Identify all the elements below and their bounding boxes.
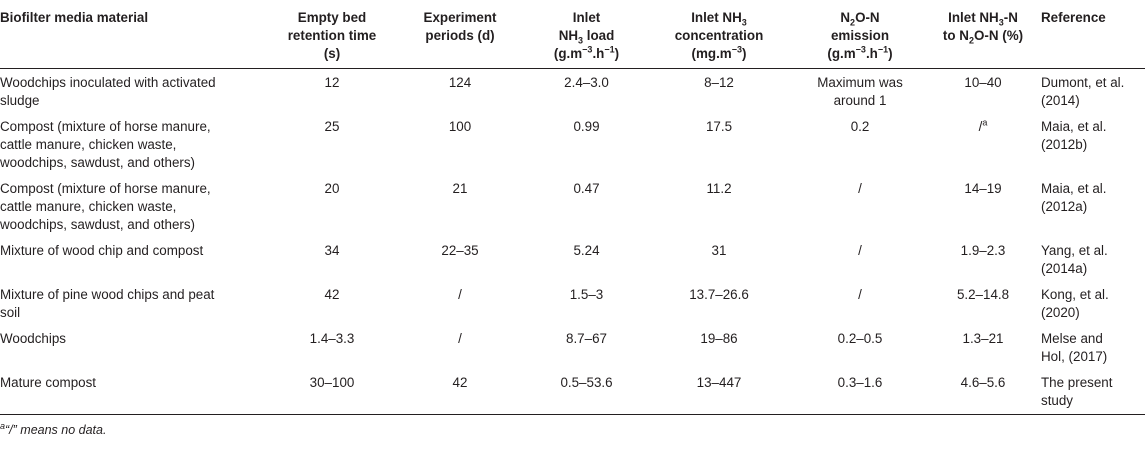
cell-concentration: 13.7–26.6 bbox=[689, 287, 749, 302]
cell-line: woodchips, sawdust, and others) bbox=[0, 217, 196, 232]
cell-line: (2020) bbox=[1041, 305, 1080, 320]
header-n2o-unit: $(g.m^{-3}.h^{-1})$ bbox=[827, 44, 893, 61]
cell-ratio-value: 10–40 bbox=[964, 75, 1002, 90]
cell-ratio-value: 5.2–14.8 bbox=[956, 287, 1010, 302]
table-row bbox=[0, 281, 1145, 325]
cell-reference bbox=[1035, 175, 1145, 237]
header-row bbox=[0, 0, 1145, 69]
table-row bbox=[0, 237, 1145, 281]
cell-line: Mixture of pine wood chips and peat bbox=[0, 287, 215, 302]
cell-concentration: 11.2 bbox=[706, 181, 732, 196]
cell-ebrt: 1.4–3.3 bbox=[309, 331, 355, 346]
cell-line: Woodchips inoculated with activated bbox=[0, 75, 216, 90]
cell-load: 2.4–3.0 bbox=[564, 75, 609, 90]
cell-ebrt: 34 bbox=[324, 243, 340, 258]
cell-ratio-value: / bbox=[978, 119, 983, 134]
cell-ratio-value: 4.6–5.6 bbox=[960, 375, 1006, 390]
cell-ratio-sup: a bbox=[982, 117, 988, 128]
table-footnote bbox=[0, 420, 1145, 437]
cell-ebrt: 12 bbox=[324, 75, 340, 90]
cell-ebrt: 30–100 bbox=[268, 369, 396, 415]
cell-line: cattle manure, chicken waste, bbox=[0, 137, 177, 152]
table-row bbox=[0, 113, 1145, 175]
cell-line: Maia, et al. bbox=[1041, 119, 1107, 134]
footnote-text: “/” means no data. bbox=[5, 423, 107, 437]
cell-line: cattle manure, chicken waste, bbox=[0, 199, 177, 214]
cell-line: Mixture of wood chip and compost bbox=[0, 243, 204, 258]
cell-line: The present bbox=[1041, 375, 1113, 390]
header-conc-line1: Inlet $NH_3$ bbox=[691, 10, 747, 28]
cell-period: / bbox=[458, 331, 462, 346]
cell-reference bbox=[1035, 237, 1145, 281]
cell-line: around 1 bbox=[833, 93, 887, 108]
cell-reference bbox=[1035, 369, 1145, 415]
cell-line: Yang, et al. bbox=[1041, 243, 1108, 258]
cell-line: (2012b) bbox=[1041, 137, 1088, 152]
header-conc-unit: $(mg.m^{-3})$ bbox=[691, 44, 747, 61]
cell-line: / bbox=[858, 243, 862, 258]
table-row bbox=[0, 325, 1145, 369]
cell-line: woodchips, sawdust, and others) bbox=[0, 155, 196, 170]
cell-line: Woodchips bbox=[0, 331, 66, 346]
cell-ebrt: 20 bbox=[324, 181, 340, 196]
cell-ratio bbox=[931, 113, 1035, 175]
cell-ratio bbox=[931, 281, 1035, 325]
cell-period: 100 bbox=[448, 119, 472, 134]
cell-line: Maia, et al. bbox=[1041, 181, 1107, 196]
cell-line: 0.3–1.6 bbox=[837, 375, 883, 390]
cell-load: 0.99 bbox=[573, 119, 600, 134]
cell-material bbox=[0, 237, 268, 281]
cell-line: soil bbox=[0, 305, 21, 320]
cell-n2o-emission bbox=[789, 237, 931, 281]
header-ratio-line1: Inlet $NH_3-N$ bbox=[948, 10, 1018, 28]
cell-n2o-emission bbox=[789, 175, 931, 237]
cell-load: 0.47 bbox=[573, 181, 600, 196]
footnote-marker: a bbox=[0, 420, 6, 431]
cell-material bbox=[0, 281, 268, 325]
cell-period: / bbox=[458, 287, 462, 302]
cell-concentration: 13–447 bbox=[649, 369, 789, 415]
cell-n2o-emission bbox=[789, 325, 931, 369]
cell-load: 8.7–67 bbox=[566, 331, 607, 346]
header-material: Biofilter media material bbox=[0, 0, 268, 69]
cell-line: (2012a) bbox=[1041, 199, 1088, 214]
cell-line: Dumont, et al. bbox=[1041, 75, 1125, 90]
cell-ratio bbox=[931, 237, 1035, 281]
cell-reference bbox=[1035, 281, 1145, 325]
table-row bbox=[0, 369, 1145, 415]
cell-load: 0.5–53.6 bbox=[524, 369, 649, 415]
header-ratio-line2: to $N_2O-N$ (%) bbox=[942, 28, 1024, 46]
cell-load: 1.5–3 bbox=[569, 287, 604, 302]
header-load-unit: $(g.m^{-3}.h^{-1})$ bbox=[553, 44, 620, 61]
cell-material bbox=[0, 325, 268, 369]
cell-reference bbox=[1035, 113, 1145, 175]
cell-concentration: 8–12 bbox=[704, 75, 734, 90]
cell-n2o-emission bbox=[789, 281, 931, 325]
cell-load: 5.24 bbox=[573, 243, 600, 258]
cell-line: / bbox=[858, 181, 862, 196]
header-ebrt: Empty bed retention time (s) bbox=[268, 0, 396, 69]
cell-period: 124 bbox=[448, 75, 472, 90]
header-load: Inlet $NH_3$ load $(g.m^{-3}.h^{-1})$ bbox=[524, 0, 649, 69]
cell-line: (2014) bbox=[1041, 93, 1080, 108]
cell-period: 22–35 bbox=[441, 243, 479, 258]
cell-material bbox=[0, 69, 268, 114]
header-period: Experiment periods (d) bbox=[396, 0, 524, 69]
cell-ratio bbox=[931, 175, 1035, 237]
header-n2o-emission: $N_2O-N$ emission $(g.m^{-3}.h^{-1})$ bbox=[789, 0, 931, 69]
cell-material bbox=[0, 369, 268, 415]
cell-ebrt: 42 bbox=[324, 287, 340, 302]
header-n2o-line1: $N_2O-N$ bbox=[840, 10, 880, 28]
cell-reference bbox=[1035, 69, 1145, 114]
cell-reference bbox=[1035, 325, 1145, 369]
header-concentration: Inlet $NH_3$ concentration $(mg.m^{-3})$ bbox=[649, 0, 789, 69]
cell-ratio-value: 1.3–21 bbox=[962, 331, 1004, 346]
cell-n2o-emission bbox=[789, 113, 931, 175]
cell-material bbox=[0, 175, 268, 237]
cell-line: sludge bbox=[0, 93, 40, 108]
cell-period: 42 bbox=[396, 369, 524, 415]
cell-line: (2014a) bbox=[1041, 261, 1088, 276]
cell-ratio-value: 14–19 bbox=[964, 181, 1002, 196]
cell-line: study bbox=[1041, 393, 1074, 408]
cell-line: Kong, et al. bbox=[1041, 287, 1109, 302]
cell-line: Compost (mixture of horse manure, bbox=[0, 119, 211, 134]
cell-concentration: 17.5 bbox=[705, 119, 733, 134]
cell-line: Compost (mixture of horse manure, bbox=[0, 181, 211, 196]
cell-ratio-value: 1.9–2.3 bbox=[960, 243, 1006, 258]
header-load-line2: $NH_3$ load bbox=[558, 28, 615, 46]
cell-line: 0.2 bbox=[850, 119, 870, 134]
table-row bbox=[0, 175, 1145, 237]
cell-ratio bbox=[931, 69, 1035, 114]
cell-line: Hol, (2017) bbox=[1041, 349, 1108, 364]
cell-line: Melse and bbox=[1041, 331, 1103, 346]
cell-line: Maximum was bbox=[817, 75, 903, 90]
cell-n2o-emission bbox=[789, 69, 931, 114]
cell-period: 21 bbox=[452, 181, 468, 196]
cell-n2o-emission bbox=[789, 369, 931, 415]
cell-ebrt: 25 bbox=[324, 119, 340, 134]
table-row bbox=[0, 69, 1145, 114]
cell-concentration: 19–86 bbox=[700, 331, 738, 346]
cell-material bbox=[0, 113, 268, 175]
header-reference: Reference bbox=[1035, 0, 1145, 69]
cell-line: 0.2–0.5 bbox=[837, 331, 883, 346]
cell-ratio bbox=[931, 369, 1035, 415]
cell-ratio bbox=[931, 325, 1035, 369]
cell-line: / bbox=[858, 287, 862, 302]
cell-concentration: 31 bbox=[711, 243, 727, 258]
cell-line: Mature compost bbox=[0, 375, 97, 390]
header-ratio bbox=[931, 0, 1035, 69]
